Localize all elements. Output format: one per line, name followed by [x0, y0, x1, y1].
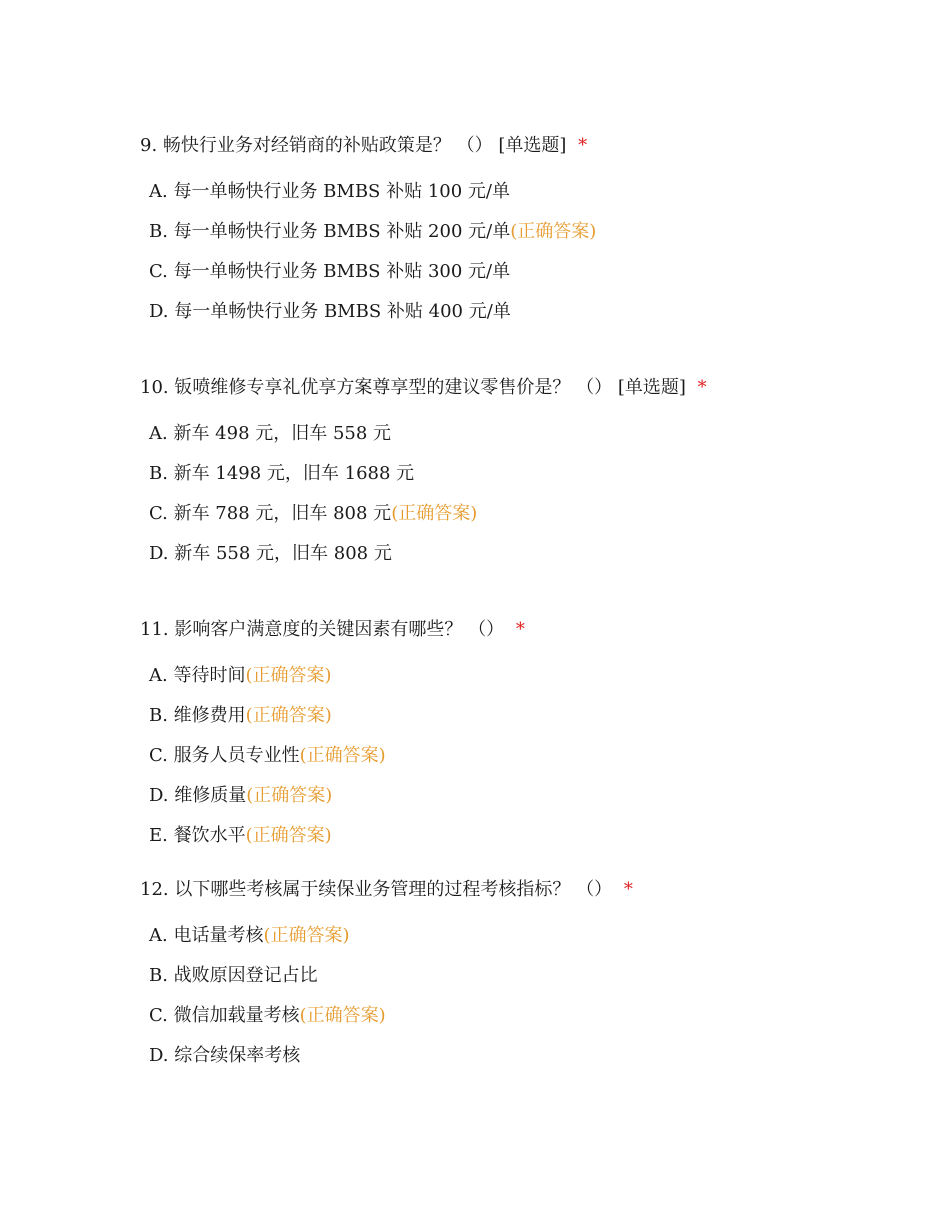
option-a [149, 422, 920, 462]
option-text: D. 每一单畅快行业务 BMBS 补贴 400 元/单 [149, 301, 511, 322]
question-12 [140, 878, 920, 1084]
option-text: C. 服务人员专业性 [149, 745, 300, 766]
question-text: 钣喷维修专享礼优享方案尊享型的建议零售价是？ [174, 377, 571, 398]
option-text: A. 新车 498 元，旧车 558 元 [149, 423, 392, 444]
answer-parentheses: （） [456, 135, 493, 156]
option-text: A. 每一单畅快行业务 BMBS 补贴 100 元/单 [149, 181, 510, 202]
option-d [149, 1044, 920, 1084]
option-a [149, 664, 920, 704]
option-text: B. 战败原因登记占比 [149, 965, 318, 986]
required-mark: * [578, 135, 588, 156]
option-text: C. 每一单畅快行业务 BMBS 补贴 300 元/单 [149, 261, 511, 282]
option-text: B. 新车 1498 元，旧车 1688 元 [149, 463, 415, 484]
answer-parentheses: （） [576, 377, 613, 398]
correct-answer-label: (正确答案) [245, 665, 332, 686]
option-b [149, 964, 920, 1004]
correct-answer-label: (正确答案) [299, 1005, 386, 1026]
required-mark: * [697, 377, 707, 398]
question-10 [140, 376, 920, 582]
question-type-tag: [单选题] [498, 135, 567, 156]
option-b [149, 704, 920, 744]
question-number: 11. [140, 619, 169, 640]
correct-answer-label: (正确答案) [245, 825, 332, 846]
option-a [149, 180, 920, 220]
option-list [140, 422, 920, 582]
question-text: 影响客户满意度的关键因素有哪些？ [174, 619, 463, 640]
correct-answer-label: (正确答案) [391, 503, 478, 524]
question-number: 12. [140, 879, 169, 900]
correct-answer-label: (正确答案) [245, 705, 332, 726]
option-a [149, 924, 920, 964]
option-d [149, 784, 920, 824]
option-c [149, 260, 920, 300]
question-text: 畅快行业务对经销商的补贴政策是？ [162, 135, 451, 156]
option-b [149, 462, 920, 502]
option-text: D. 综合续保率考核 [149, 1045, 301, 1066]
option-list [140, 924, 920, 1084]
question-number: 9. [140, 135, 158, 156]
question-title [140, 618, 920, 642]
question-9 [140, 134, 920, 340]
correct-answer-label: (正确答案) [510, 221, 597, 242]
required-mark: * [623, 879, 633, 900]
option-text: C. 微信加载量考核 [149, 1005, 300, 1026]
question-text: 以下哪些考核属于续保业务管理的过程考核指标？ [174, 879, 571, 900]
option-text: B. 每一单畅快行业务 BMBS 补贴 200 元/单 [149, 221, 511, 242]
correct-answer-label: (正确答案) [263, 925, 350, 946]
required-mark: * [515, 619, 525, 640]
question-title [140, 376, 920, 400]
option-b [149, 220, 920, 260]
option-c [149, 502, 920, 542]
option-d [149, 300, 920, 340]
option-c [149, 744, 920, 784]
correct-answer-label: (正确答案) [246, 785, 333, 806]
option-text: C. 新车 788 元，旧车 808 元 [149, 503, 392, 524]
option-e [149, 824, 920, 864]
question-title [140, 878, 920, 902]
option-text: D. 新车 558 元，旧车 808 元 [149, 543, 392, 564]
option-text: E. 餐饮水平 [149, 825, 246, 846]
option-list [140, 664, 920, 864]
question-number: 10. [140, 377, 169, 398]
correct-answer-label: (正确答案) [299, 745, 386, 766]
question-11 [140, 618, 920, 864]
option-text: B. 维修费用 [149, 705, 246, 726]
option-text: A. 电话量考核 [149, 925, 264, 946]
option-c [149, 1004, 920, 1044]
option-text: A. 等待时间 [149, 665, 246, 686]
option-text: D. 维修质量 [149, 785, 247, 806]
question-title [140, 134, 920, 158]
answer-parentheses: （） [468, 619, 505, 640]
option-list [140, 180, 920, 340]
option-d [149, 542, 920, 582]
question-type-tag: [单选题] [617, 377, 686, 398]
answer-parentheses: （） [576, 879, 613, 900]
